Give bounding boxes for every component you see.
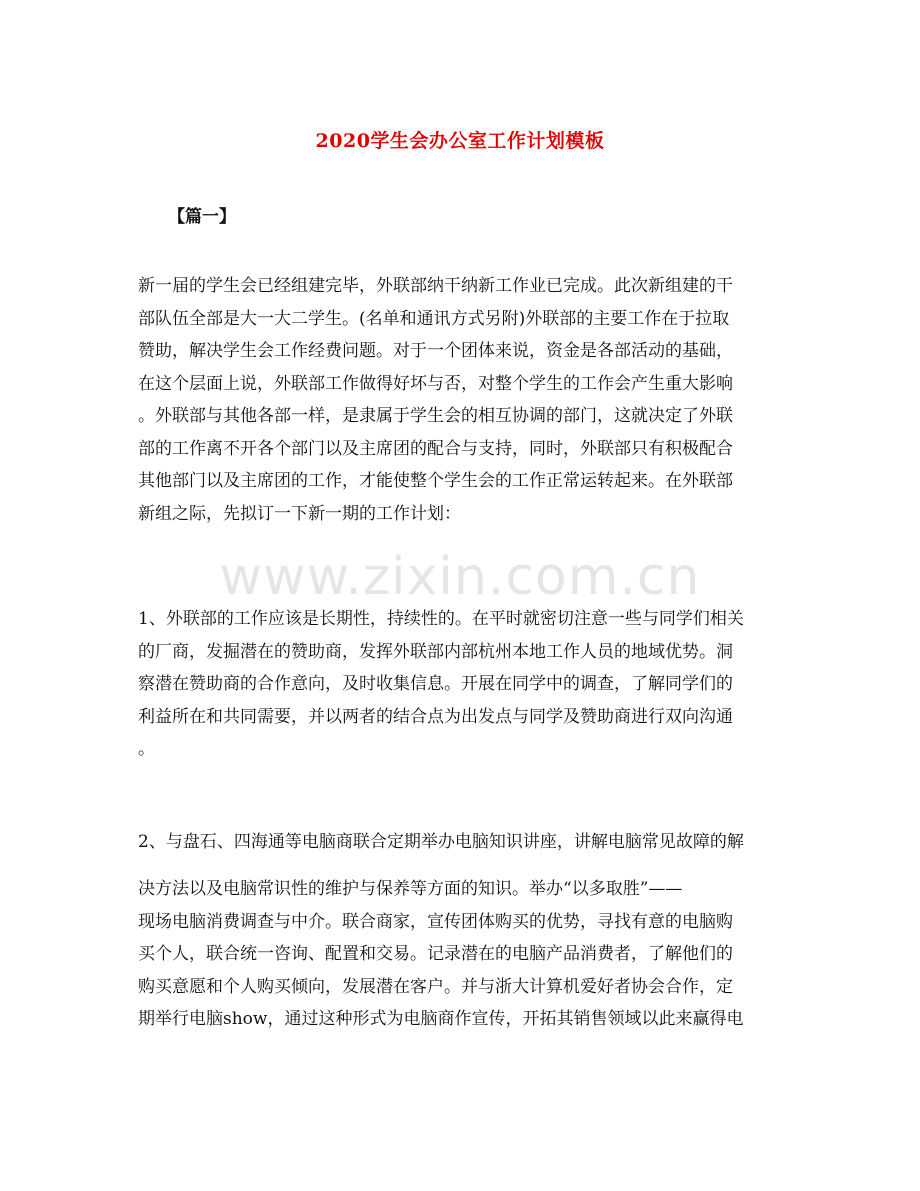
paragraph-line: 现场电脑消费调查与中介。联合商家，宣传团体购买的优势，寻找有意的电脑购 (138, 911, 733, 932)
document-title: 2020学生会办公室工作计划模板 (315, 130, 605, 152)
paragraph-line: 。外联部与其他各部一样，是隶属于学生会的相互协调的部门，这就决定了外联 (138, 406, 733, 426)
paragraph-line: 的厂商，发掘潜在的赞助商，发挥外联部内部杭州本地工作人员的地域优势。洞 (138, 641, 733, 662)
paragraph-line: 其他部门以及主席团的工作，才能使整个学生会的工作正常运转起来。在外联部 (138, 471, 733, 491)
paragraph-line: 购买意愿和个人购买倾向，发展潜在客户。并与浙大计算机爱好者协会合作，定 (138, 976, 733, 997)
paragraph-line: 1、外联部的工作应该是长期性，持续性的。在平时就密切注意一些与同学们相关 (138, 609, 744, 629)
paragraph-line: 决方法以及电脑常识性的维护与保养等方面的知识。举办“以多取胜”—— (138, 879, 683, 899)
paragraph-line: 新一届的学生会已经组建完毕，外联部纳干纳新工作业已完成。此次新组建的干 (138, 276, 733, 296)
paragraph-line: 买个人，联合统一咨询、配置和交易。记录潜在的电脑产品消费者，了解他们的 (138, 944, 733, 964)
paragraph-line: 赞助，解决学生会工作经费问题。对于一个团体来说，资金是各部活动的基础， (138, 341, 733, 361)
paragraph-intro (138, 270, 788, 530)
paragraph-line: 2、与盘石、四海通等电脑商联合定期举办电脑知识讲座，讲解电脑常见故障的解 (138, 832, 744, 852)
paragraph-item-2 (138, 826, 788, 1036)
paragraph-line: 察潜在赞助商的合作意向，及时收集信息。开展在同学中的调查，了解同学们的 (138, 674, 733, 694)
section-heading: 【篇一】 (168, 207, 236, 227)
paragraph-line: 部的工作离不开各个部门以及主席团的配合与支持，同时，外联部只有积极配合 (138, 438, 733, 459)
paragraph-line: 在这个层面上说，外联部工作做得好坏与否，对整个学生的工作会产生重大影响 (138, 373, 733, 394)
paragraph-line: 。 (138, 739, 155, 759)
paragraph-item-1 (138, 603, 788, 766)
watermark: www.zixin.com.cn (219, 547, 701, 607)
paragraph-line: 期举行电脑show，通过这种形式为电脑商作宣传，开拓其销售领域以此来赢得电 (138, 1009, 744, 1029)
paragraph-line: 部队伍全部是大一大二学生。(名单和通讯方式另附)外联部的主要工作在于拉取 (138, 308, 730, 329)
paragraph-line: 新组之际，先拟订一下新一期的工作计划： (138, 503, 461, 524)
paragraph-line: 利益所在和共同需要，并以两者的结合点为出发点与同学及赞助商进行双向沟通 (138, 706, 733, 727)
